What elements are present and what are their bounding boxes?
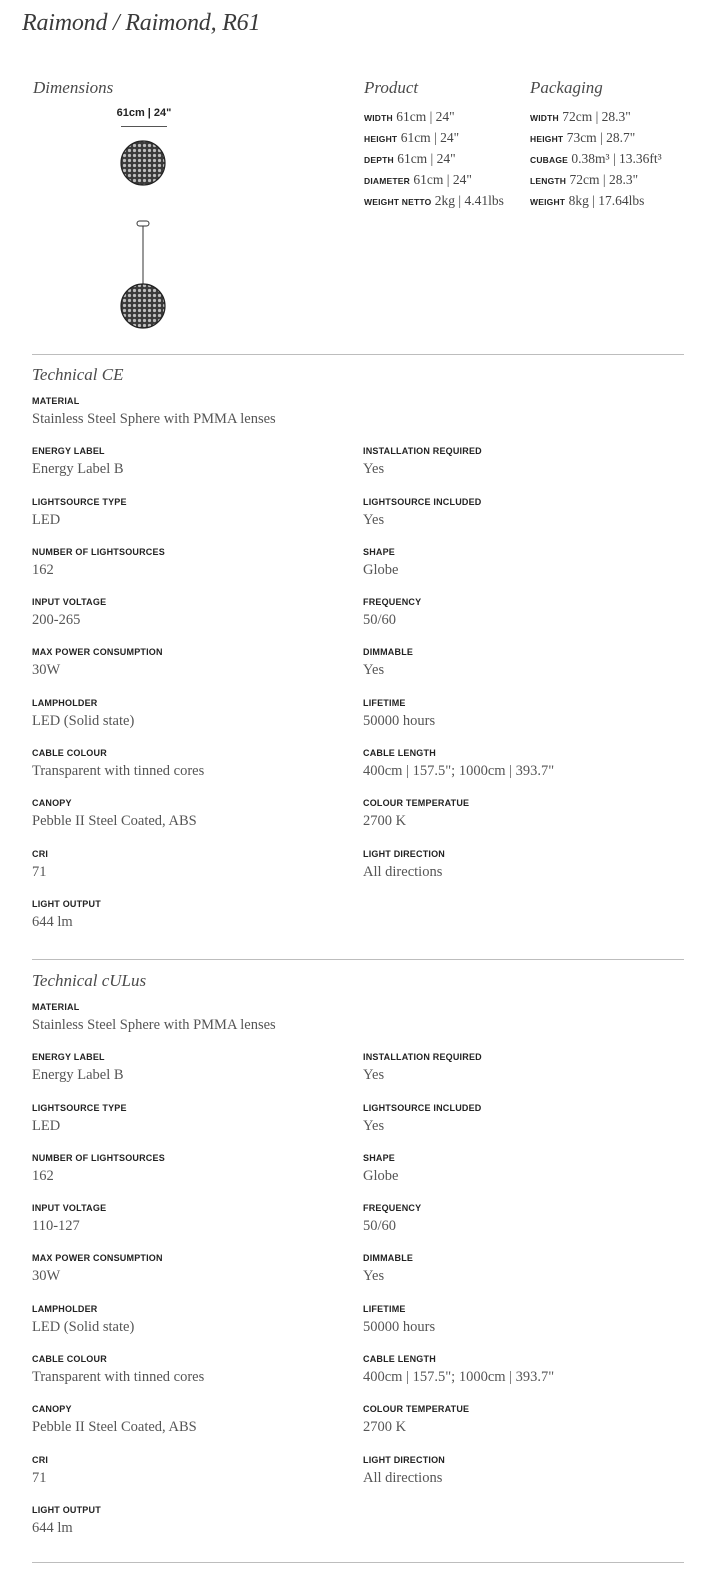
spec-value: All directions (363, 1469, 443, 1486)
spec-label: MATERIAL (32, 396, 80, 406)
spec-row (32, 496, 692, 546)
spec-label: CABLE LENGTH (363, 1354, 436, 1365)
spec-label: LIGHT DIRECTION (363, 1454, 445, 1465)
spec-value: 110-127 (32, 1218, 80, 1235)
packaging-spec-row (530, 109, 662, 130)
spec-label: DIMMABLE (363, 1253, 414, 1264)
spec-label: LIGHTSOURCE TYPE (32, 496, 127, 507)
spec-label: LIGHT DIRECTION (363, 848, 445, 859)
spec-row (32, 848, 692, 898)
technical-ce-heading: Technical CE (32, 365, 124, 384)
spec-value: 61cm | 24" (397, 151, 456, 166)
packaging-spec-row (530, 172, 662, 193)
globe-side-view-drawing (112, 218, 174, 330)
spec-value: Globe (363, 561, 399, 578)
spec-field (32, 1353, 204, 1386)
dimension-line (121, 126, 167, 127)
spec-row (32, 596, 692, 646)
dimension-size-label: 61cm | 24" (116, 107, 172, 119)
spec-row (32, 697, 692, 747)
spec-value: Pebble II Steel Coated, ABS (32, 1419, 197, 1436)
spec-label: INPUT VOLTAGE (32, 597, 107, 608)
spec-value: Energy Label B (32, 461, 124, 478)
spec-field (32, 1303, 134, 1336)
spec-value: 2700 K (363, 813, 407, 830)
spec-label: NUMBER OF LIGHTSOURCES (32, 546, 165, 557)
spec-label: CABLE COLOUR (32, 1354, 107, 1365)
spec-value: Globe (363, 1167, 399, 1184)
spec-value: Yes (363, 1268, 385, 1285)
spec-value: LED (Solid state) (32, 1318, 135, 1335)
spec-value: Yes (363, 1067, 385, 1084)
spec-key: DEPTH (364, 155, 394, 165)
technical-culus-heading: Technical cULus (32, 971, 147, 990)
spec-field (32, 1202, 106, 1235)
spec-label: LIGHTSOURCE INCLUDED (363, 1102, 482, 1113)
spec-row (32, 1403, 692, 1453)
spec-field (32, 848, 48, 881)
technical-culus-rows (32, 1001, 692, 1554)
spec-label: LIFETIME (363, 697, 406, 708)
spec-label: FREQUENCY (363, 597, 422, 608)
spec-field (363, 596, 421, 629)
spec-field (363, 1102, 482, 1135)
spec-value: Stainless Steel Sphere with PMMA lenses (32, 411, 276, 427)
packaging-spec-row (530, 193, 662, 214)
divider (32, 959, 684, 960)
spec-value: 0.38m³ | 13.36ft³ (571, 151, 662, 166)
spec-value: 50/60 (363, 612, 397, 629)
packaging-spec-row (530, 130, 662, 151)
spec-value: Pebble II Steel Coated, ABS (32, 813, 197, 830)
spec-field (363, 1454, 445, 1487)
spec-label: LIGHTSOURCE INCLUDED (363, 496, 482, 507)
spec-label: ENERGY LABEL (32, 446, 105, 457)
spec-field (32, 1252, 163, 1285)
spec-field (363, 697, 435, 730)
spec-value: 2700 K (363, 1419, 407, 1436)
packaging-specs (530, 109, 662, 214)
spec-row (32, 546, 692, 596)
spec-label: COLOUR TEMPERATUE (363, 1404, 470, 1415)
spec-value: 61cm | 24" (396, 109, 455, 124)
spec-row (32, 1102, 692, 1152)
product-spec-row (364, 151, 504, 172)
spec-label: CANOPY (32, 1404, 72, 1415)
spec-field (32, 546, 165, 579)
dimensions-heading: Dimensions (33, 78, 114, 97)
spec-field (32, 1152, 165, 1185)
spec-value: 400cm | 157.5"; 1000cm | 393.7" (363, 1369, 555, 1386)
spec-value: 50000 hours (363, 712, 436, 729)
spec-field (32, 496, 127, 529)
spec-key: WIDTH (364, 113, 393, 123)
spec-value: LED (Solid state) (32, 712, 135, 729)
spec-label: CRI (32, 1454, 49, 1465)
spec-key: WIDTH (530, 113, 559, 123)
product-spec-row (364, 130, 504, 151)
spec-field (363, 1353, 554, 1386)
spec-field (363, 1252, 413, 1285)
spec-field (32, 395, 276, 428)
spec-label: MAX POWER CONSUMPTION (32, 1253, 163, 1264)
spec-value: 71 (32, 1469, 47, 1486)
spec-value: 72cm | 28.3" (562, 109, 631, 124)
spec-key: DIAMETER (364, 176, 410, 186)
spec-row (32, 898, 692, 948)
spec-field (32, 1051, 124, 1084)
spec-value: 8kg | 17.64lbs (568, 193, 645, 208)
spec-row (32, 1303, 692, 1353)
spec-label: NUMBER OF LIGHTSOURCES (32, 1152, 165, 1163)
product-specs (364, 109, 504, 214)
spec-row (32, 1353, 692, 1403)
spec-value: Stainless Steel Sphere with PMMA lenses (32, 1017, 276, 1033)
spec-value: 200-265 (32, 612, 81, 629)
spec-field (363, 797, 469, 830)
globe-top-view-drawing (117, 138, 169, 188)
spec-value: 400cm | 157.5"; 1000cm | 393.7" (363, 763, 555, 780)
spec-value: 61cm | 24" (413, 172, 472, 187)
spec-row (32, 445, 692, 495)
spec-label: ENERGY LABEL (32, 1052, 105, 1063)
spec-value: 2kg | 4.41lbs (434, 193, 504, 208)
spec-value: LED (32, 1117, 61, 1134)
spec-value: 50/60 (363, 1218, 397, 1235)
spec-field (363, 546, 398, 579)
spec-row (32, 1051, 692, 1101)
spec-value: Energy Label B (32, 1067, 124, 1084)
spec-field (32, 898, 101, 931)
spec-value: 71 (32, 863, 47, 880)
spec-value: Transparent with tinned cores (32, 1369, 205, 1386)
spec-label: INSTALLATION REQUIRED (363, 446, 482, 457)
spec-field (32, 797, 197, 830)
spec-value: 644 lm (32, 913, 73, 930)
spec-label: SHAPE (363, 546, 396, 557)
spec-value: 73cm | 28.7" (566, 130, 636, 145)
spec-value: Transparent with tinned cores (32, 763, 205, 780)
spec-row (32, 747, 692, 797)
spec-row (32, 1001, 692, 1051)
spec-row (32, 1152, 692, 1202)
spec-row (32, 646, 692, 696)
spec-key: HEIGHT (530, 134, 564, 144)
product-spec-row (364, 109, 504, 130)
spec-field (363, 496, 482, 529)
spec-value: 61cm | 24" (400, 130, 460, 145)
spec-value: 50000 hours (363, 1318, 436, 1335)
spec-label: INPUT VOLTAGE (32, 1203, 107, 1214)
spec-key: LENGTH (530, 176, 567, 186)
spec-label: LIGHTSOURCE TYPE (32, 1102, 127, 1113)
spec-label: LAMPHOLDER (32, 697, 98, 708)
spec-field (32, 596, 106, 629)
spec-field (32, 445, 124, 478)
spec-value: Yes (363, 1117, 385, 1134)
spec-label: SHAPE (363, 1152, 396, 1163)
spec-label: LIGHT OUTPUT (32, 1504, 101, 1515)
spec-value: 644 lm (32, 1519, 73, 1536)
spec-value: Yes (363, 662, 385, 679)
spec-value: 72cm | 28.3" (569, 172, 639, 187)
page-title: Raimond / Raimond, R61 (22, 10, 261, 36)
spec-label: LIGHT OUTPUT (32, 898, 101, 909)
spec-field (363, 1202, 421, 1235)
spec-row (32, 1202, 692, 1252)
spec-key: WEIGHT (530, 197, 566, 207)
spec-label: CANOPY (32, 798, 72, 809)
spec-field (363, 1152, 398, 1185)
spec-field (32, 747, 204, 780)
spec-row (32, 1454, 692, 1504)
spec-label: LAMPHOLDER (32, 1303, 98, 1314)
spec-field (32, 1454, 48, 1487)
spec-value: 30W (32, 1268, 61, 1285)
technical-culus-section (32, 971, 692, 1554)
spec-field (32, 1403, 197, 1436)
spec-label: LIFETIME (363, 1303, 406, 1314)
packaging-spec-row (530, 151, 662, 172)
spec-field (32, 646, 163, 679)
spec-label: CABLE LENGTH (363, 748, 436, 759)
spec-row (32, 1252, 692, 1302)
spec-value: All directions (363, 863, 443, 880)
spec-field (363, 1051, 482, 1084)
divider (32, 1562, 684, 1563)
product-spec-row (364, 193, 504, 214)
spec-key: WEIGHT NETTO (364, 197, 432, 207)
spec-field (363, 445, 482, 478)
spec-label: CRI (32, 848, 49, 859)
spec-field (363, 1303, 435, 1336)
spec-key: CUBAGE (530, 155, 569, 165)
spec-key: HEIGHT (364, 134, 398, 144)
spec-label: FREQUENCY (363, 1203, 422, 1214)
spec-field (32, 1504, 101, 1537)
spec-field (363, 646, 413, 679)
technical-ce-rows (32, 395, 692, 948)
technical-ce-section (32, 365, 692, 948)
spec-field (363, 1403, 469, 1436)
spec-value: 162 (32, 561, 54, 578)
spec-label: MATERIAL (32, 1002, 80, 1012)
spec-value: LED (32, 511, 61, 528)
spec-field (32, 697, 134, 730)
divider (32, 354, 684, 355)
packaging-heading: Packaging (530, 78, 603, 97)
spec-label: MAX POWER CONSUMPTION (32, 647, 163, 658)
spec-label: COLOUR TEMPERATUE (363, 798, 470, 809)
spec-value: 162 (32, 1167, 54, 1184)
spec-label: INSTALLATION REQUIRED (363, 1052, 482, 1063)
spec-label: CABLE COLOUR (32, 748, 107, 759)
spec-field (363, 747, 554, 780)
product-spec-row (364, 172, 504, 193)
product-heading: Product (364, 78, 419, 97)
spec-value: Yes (363, 461, 385, 478)
spec-value: Yes (363, 511, 385, 528)
spec-field (32, 1102, 127, 1135)
spec-label: DIMMABLE (363, 647, 414, 658)
spec-row (32, 1504, 692, 1554)
spec-value: 30W (32, 662, 61, 679)
spec-field (32, 1001, 276, 1034)
spec-row (32, 395, 692, 445)
spec-field (363, 848, 445, 881)
spec-row (32, 797, 692, 847)
